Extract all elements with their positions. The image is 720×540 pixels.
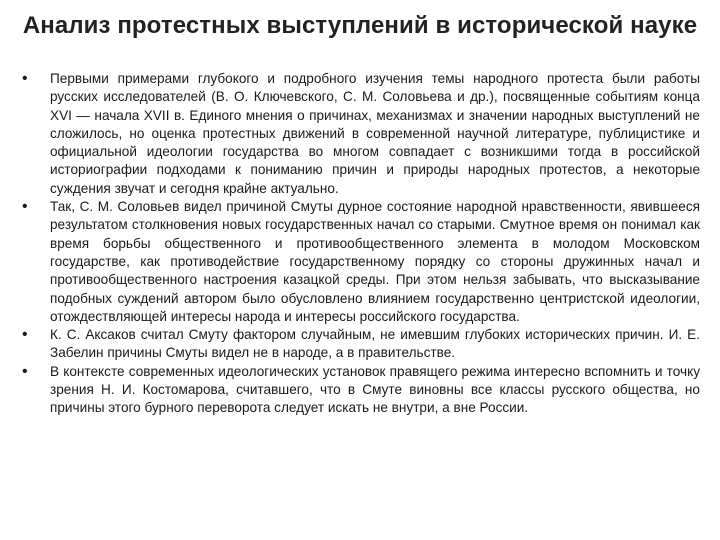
bullet-item: • В контексте современных идеологических установок правящего режима интересно вспомнить и точку зрения Н. И. Костомарова, считавшего, что в Смуте виновны все классы русского общества, но причины этого бурного переворота следует искать не внутри, а вне России. bbox=[20, 363, 700, 418]
bullet-item: • Так, С. М. Соловьев видел причиной Смуты дурное состояние народной нравственности, явившееся результатом столкновения новых государственных начал со старыми. Смутное время он понимал как время борьбы общественного и противообщественного элемента в молодом Московском государстве, как противодействие государственному порядку со стороны дружинных начал и противообщественного настроения казацкой среды. При этом нельзя забывать, что высказывание подобных суждений автором было обусловлено влиянием государственно центристской идеологии, отождествляющей интересы народа и интересы российского государства. bbox=[20, 198, 700, 326]
bullet-item: • К. С. Аксаков считал Смуту фактором случайным, не имевшим глубоких исторических причин. И. Е. Забелин причины Смуты видел не в народе, а в правительстве. bbox=[20, 326, 700, 363]
slide-title: Анализ протестных выступлений в исторической науке bbox=[22, 12, 698, 39]
bullet-list bbox=[20, 70, 700, 418]
bullet-item: • Первыми примерами глубокого и подробного изучения темы народного протеста были работы русских исследователей (В. О. Ключевского, С. М. Соловьева и др.), посвященные событиям конца XVI — начала XVII в. Единого мнения о причинах, механизмах и значении народных выступлений не сложилось, но оценка протестных движений в современной научной литературе, публицистике и официальной идеологии государства во многом совпадает с возникшими тогда в российской историографии подходами к пониманию причин и природы народных протестов, а некоторые суждения звучат и сегодня крайне актуально. bbox=[20, 70, 700, 198]
